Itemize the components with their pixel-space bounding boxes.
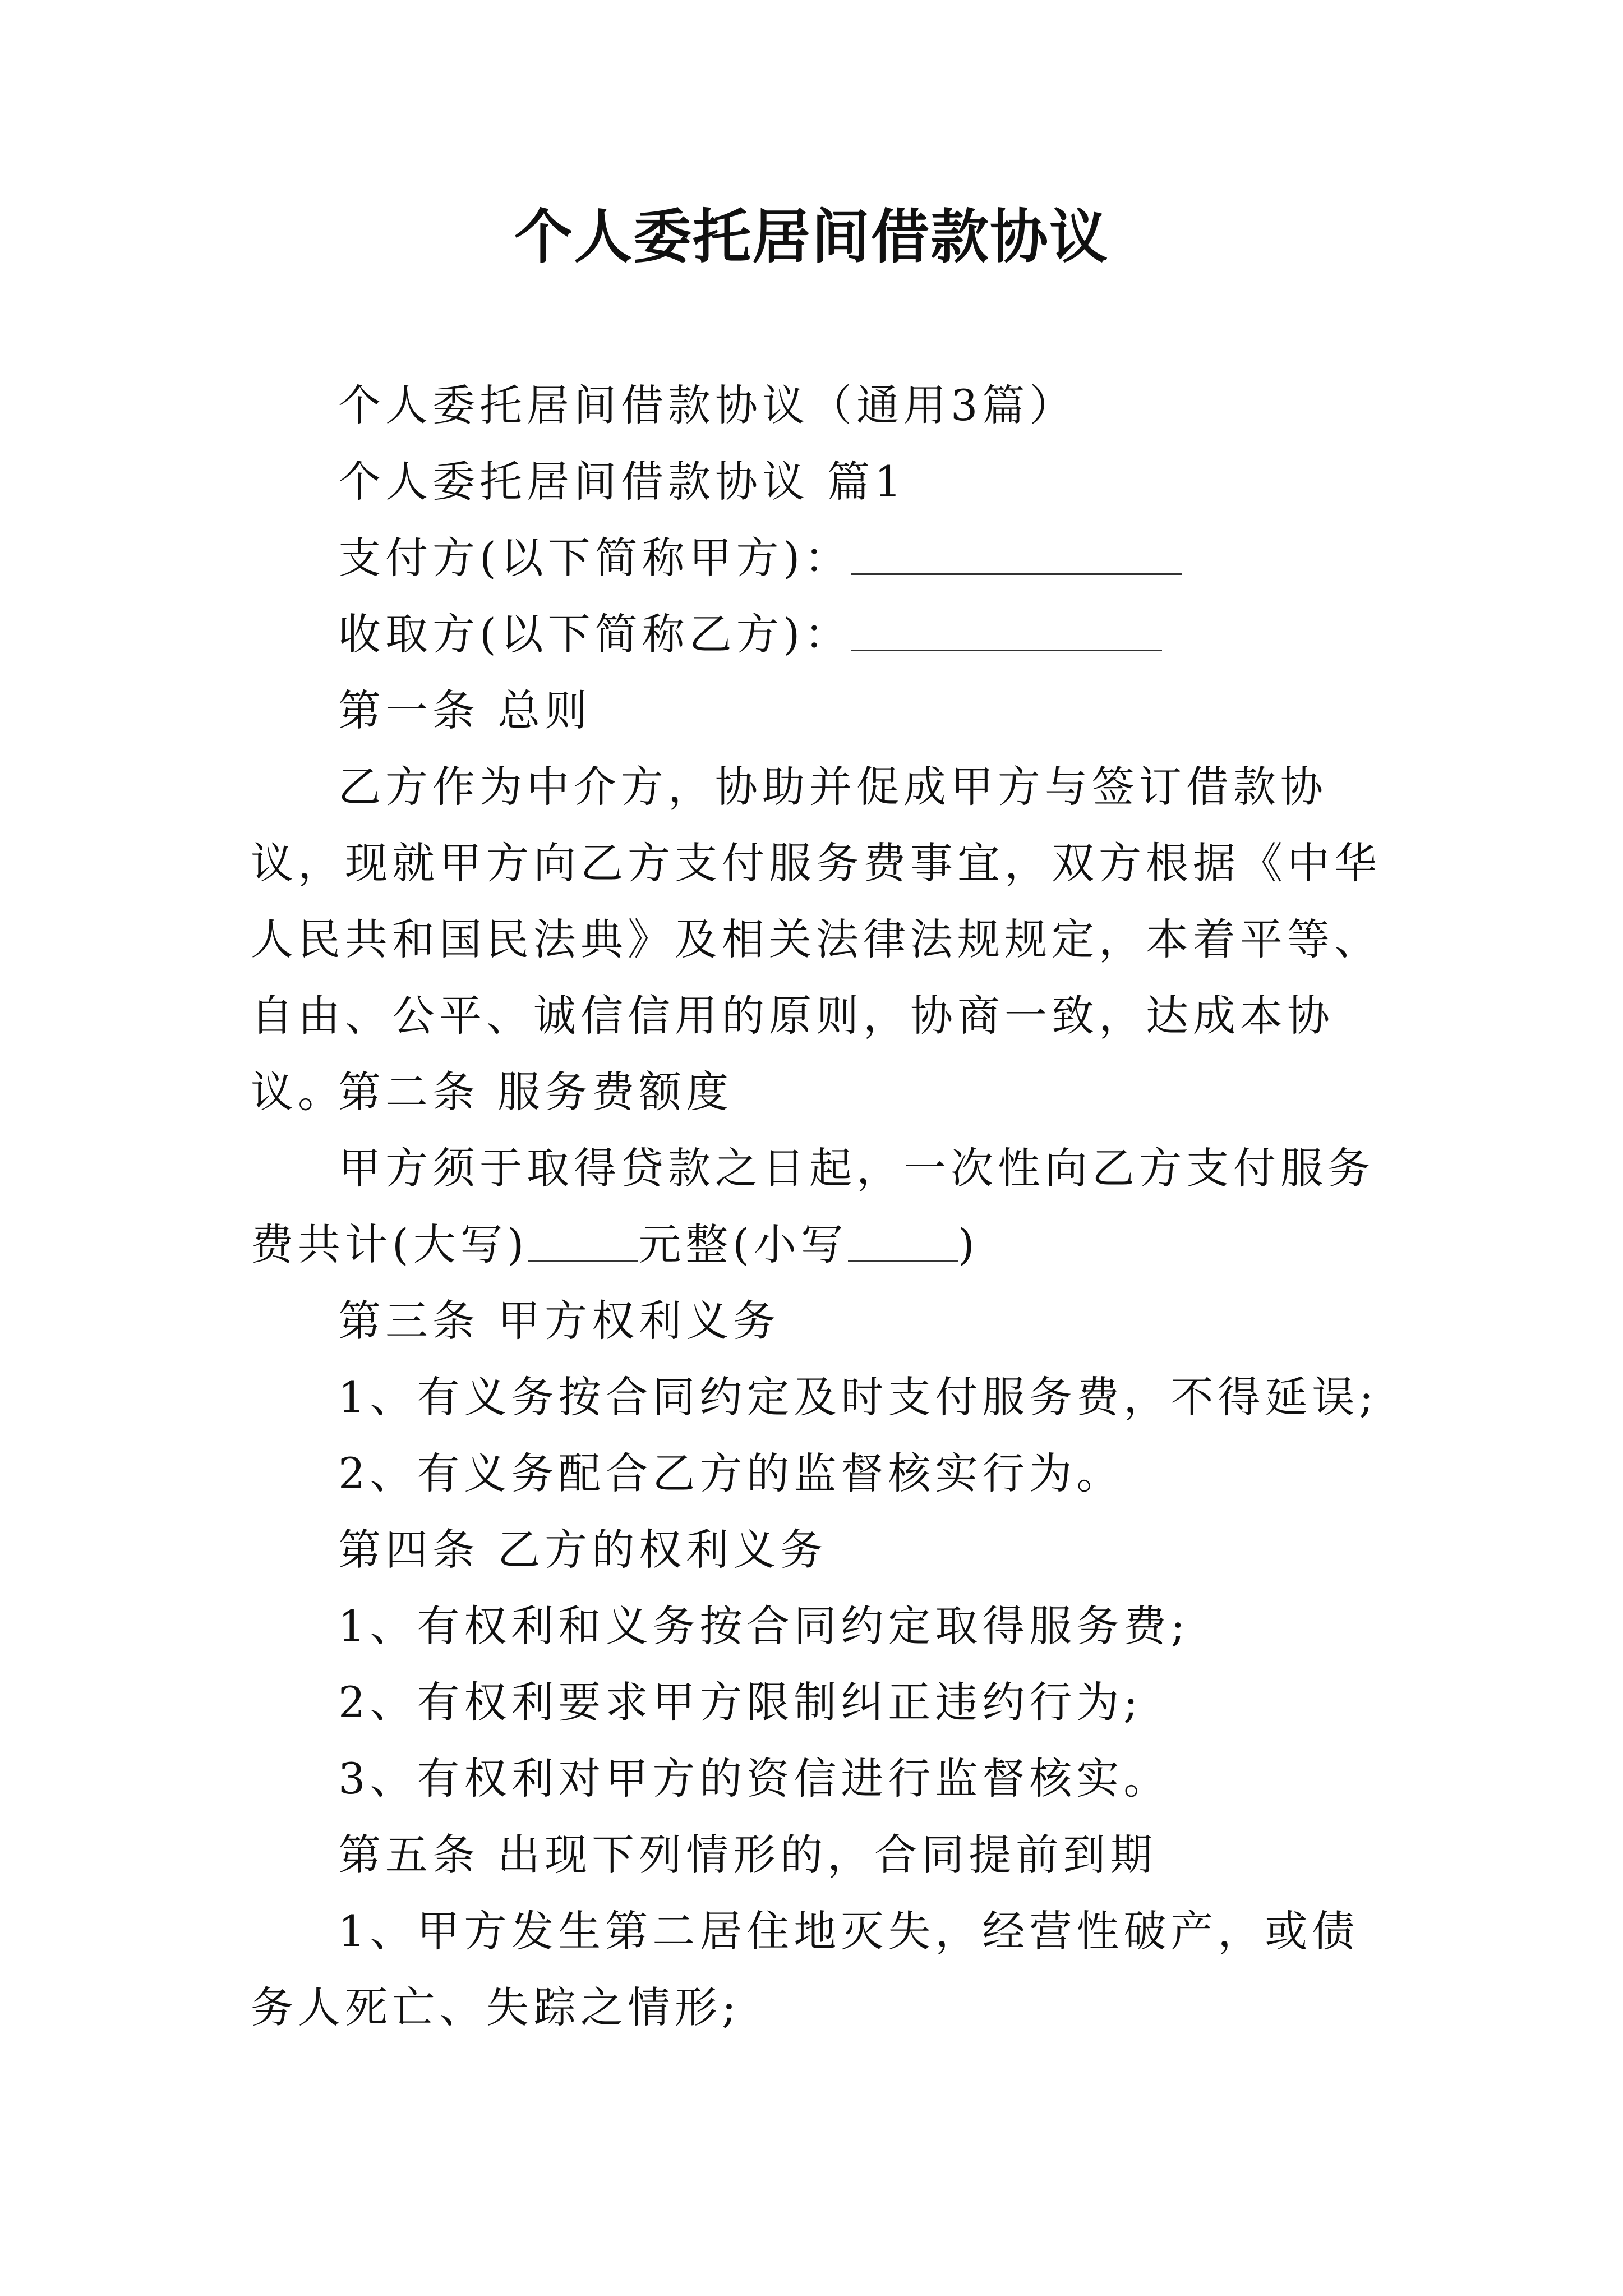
article-3-item-1 [251,1359,1388,1435]
article-4-heading [251,1512,1388,1588]
part-heading-text: 个人委托居间借款协议 篇1 [338,457,906,507]
article-4-item-1 [251,1588,1388,1664]
article-3-item-2 [251,1435,1388,1512]
article-3-heading-text: 第三条 甲方权利义务 [338,1296,781,1346]
amount-words-blank [528,1221,638,1261]
article-4-item-3-text: 3、有权利对甲方的资信进行监督核实。 [338,1754,1171,1803]
article-2-body-text: 甲方须于取得贷款之日起，一次性向乙方支付服务费共计(大写) [251,1143,1375,1269]
article-2-body [251,1130,1388,1283]
article-5-heading-text: 第五条 出现下列情形的，合同提前到期 [338,1830,1158,1880]
payee-label: 收取方(以下简称乙方)： [338,609,852,659]
payee-blank [851,611,1162,651]
article-4-item-2 [251,1664,1388,1741]
article-2-heading-text: 第二条 服务费额度 [338,1067,734,1117]
article-3-item-1-text: 1、有义务按合同约定及时支付服务费，不得延误; [338,1372,1378,1422]
article-4-item-2-text: 2、有权利要求甲方限制纠正违约行为; [338,1677,1142,1727]
article-3-item-2-text: 2、有义务配合乙方的监督核实行为。 [338,1448,1124,1498]
part-heading [251,444,1388,520]
article-1-body: 乙方作为中介方，协助并促成甲方与签订借款协议，现就甲方向乙方支付服务费事宜，双方根据《中华人民共和国民法典》及相关法律法规规定，本着平等、自由、公平、诚信信用的原则，协商一致，达成本协议。 [251,762,1381,1117]
payer-blank [851,535,1182,574]
payer-label: 支付方(以下简称甲方)： [338,533,852,583]
payer-line [251,520,1388,596]
article-1-heading-text: 第一条 总则 [338,685,592,735]
article-3-heading [251,1283,1388,1359]
article-4-item-3 [251,1741,1388,1817]
article-2-body-mid: 元整(小写 [638,1220,848,1269]
article-2-body-end: ) [957,1220,979,1269]
article-2-heading [251,1054,1388,1130]
document-title: 个人委托居间借款协议 [514,202,1109,271]
article-5-item-1: 1、甲方发生第二居住地灭失，经营性破产，或债务人死亡、失踪之情形; [251,1906,1359,2032]
payee-line [251,596,1388,673]
article-5-heading [251,1817,1388,1893]
subtitle-text: 个人委托居间借款协议（通用3篇） [338,380,1077,430]
article-1-heading [251,673,1388,749]
amount-figures-blank [848,1221,958,1261]
subtitle-line [251,367,1388,444]
article-4-item-1-text: 1、有权利和义务按合同约定取得服务费; [338,1601,1189,1651]
article-4-heading-text: 第四条 乙方的权利义务 [338,1525,828,1575]
